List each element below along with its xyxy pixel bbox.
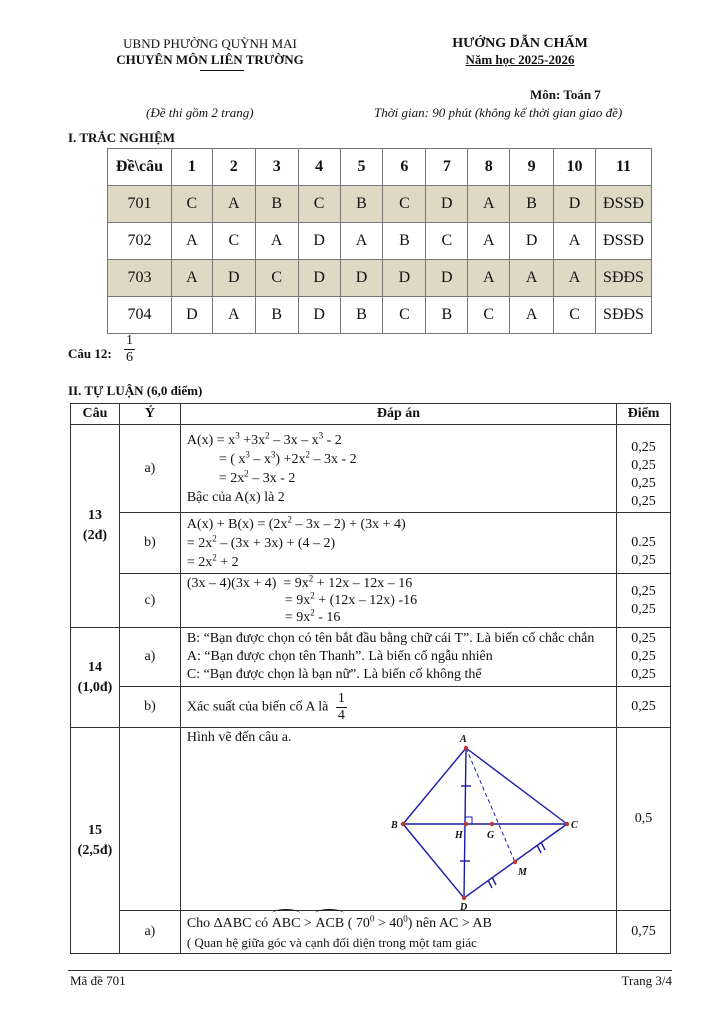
mc-row — [108, 260, 652, 297]
q13c-line: = $9x^2 + (12x - 12x)$ -16 — [284, 590, 418, 608]
q14a-line: A: “Bạn được chọn tên Thanh”. Là biến cố ngẫu nhiên — [186, 649, 493, 664]
point-d — [462, 896, 466, 900]
segment-ab — [403, 748, 466, 824]
footer-rule — [68, 970, 672, 971]
q13a-line: $A(x) = x^3 +3x^2 - 3x - x^3 - 2$ — [186, 429, 342, 448]
mc-cell: A — [468, 223, 510, 260]
triangle-figure — [181, 728, 618, 910]
point-b — [401, 822, 405, 826]
mc-cell: C — [255, 260, 298, 297]
tick-dm-2 — [492, 877, 496, 885]
q14b-points: 0,25 — [617, 687, 671, 728]
points-value: 0.25 — [631, 534, 656, 550]
q13b-line: $A(x) + B(x) = (2x^2 - 3x - 2) + (3x + 4)$ — [186, 513, 406, 532]
q15-number: 15 — [87, 822, 102, 838]
q12-label: Câu 12: — [68, 346, 112, 361]
col-y: Ý — [119, 404, 180, 425]
label-a: A — [459, 734, 467, 745]
points-value: 0,25 — [631, 476, 656, 491]
time-note: Thời gian: 90 phút (không kể thời gian giao đề) — [374, 105, 623, 120]
points-value: 0,25 — [631, 458, 656, 473]
q14a-line: C: “Bạn được chọn là bạn nữ”. Là biến cố không thể — [186, 667, 482, 682]
mc-cell: D — [298, 297, 340, 334]
tick-mc-1 — [537, 845, 541, 853]
points-value: 0,25 — [631, 440, 656, 455]
mc-header-cell: 7 — [426, 149, 468, 186]
q13b-row — [71, 513, 671, 574]
mc-cell: C — [212, 223, 255, 260]
mc-cell: A — [255, 223, 298, 260]
part2-title: II. TỰ LUẬN (6,0 điểm) — [68, 383, 203, 398]
q13a-line: = ( $x^3 - x^3) +2x^2 - 3x - 2$ — [218, 448, 357, 467]
q14-number: 14 — [87, 659, 102, 675]
mc-cell: C — [554, 297, 596, 334]
multiple-choice-table — [107, 148, 652, 334]
point-a — [464, 746, 468, 750]
mc-row — [108, 186, 652, 223]
mc-cell: D — [510, 223, 554, 260]
q13a-line: Bậc của A(x) là 2 — [186, 489, 285, 505]
mc-cell: A — [554, 223, 596, 260]
mc-cell: 704 — [108, 297, 172, 334]
q12-fraction — [124, 333, 135, 366]
mc-cell: SĐĐS — [596, 297, 652, 334]
col-diem: Điểm — [617, 404, 671, 425]
q14a-points — [617, 628, 671, 687]
issuer-name: CHUYÊN MÔN LIÊN TRƯỜNG — [116, 52, 304, 67]
mc-row — [108, 297, 652, 334]
points-value: 0,25 — [631, 494, 656, 509]
q15-label-cell — [71, 728, 120, 954]
q13c-answer — [180, 574, 616, 628]
mc-cell: 702 — [108, 223, 172, 260]
q12-denominator: 6 — [126, 350, 133, 365]
mc-cell: C — [468, 297, 510, 334]
q13-points: (2đ) — [82, 528, 108, 543]
segment-ac — [466, 748, 567, 824]
mc-cell: A — [171, 260, 212, 297]
points-value: 0,25 — [631, 631, 656, 646]
q13a-label: a) — [119, 425, 180, 513]
mc-header-cell: 10 — [554, 149, 596, 186]
q15-figure-row — [71, 728, 671, 911]
mc-cell: B — [426, 297, 468, 334]
q14b-text: Xác suất của biến cố A là — [186, 699, 329, 715]
figure-lines — [403, 748, 567, 898]
tick-dm-1 — [488, 880, 492, 888]
mc-cell: B — [510, 186, 554, 223]
mc-header-cell: 11 — [596, 149, 652, 186]
q13a-line: = $2x^2 - 3x - 2$ — [218, 467, 296, 486]
pages-note: (Đề thi gồm 2 trang) — [146, 105, 254, 120]
point-h — [464, 822, 468, 826]
q14a-answer — [180, 628, 616, 687]
q15a-line: Cho ΔABC có ABC > ACB ( $70^0 > 40^0$) nên AC > AB — [186, 913, 492, 931]
mc-cell: D — [383, 260, 426, 297]
q13b-line: = $2x^2 + 2$ — [186, 551, 239, 570]
points-value: 0,25 — [631, 583, 656, 599]
subject-line: Môn: Toán 7 — [530, 87, 601, 102]
mc-cell: B — [255, 186, 298, 223]
q15-figure-sub-cell — [119, 728, 180, 911]
label-m: M — [517, 867, 527, 878]
q13b-line: = $2x^2 - (3x + 3x) + (4 - 2)$ — [186, 532, 336, 551]
q15-points: (2,5đ) — [77, 842, 113, 858]
q14b-row — [71, 687, 671, 728]
mc-cell: D — [426, 186, 468, 223]
issuer-line-2 — [80, 52, 340, 68]
q15a-points: 0,75 — [617, 911, 671, 954]
q15a-answer — [180, 911, 616, 954]
mc-cell: D — [212, 260, 255, 297]
mc-cell: SĐĐS — [596, 260, 652, 297]
q13a-row — [71, 425, 671, 513]
mc-header-cell: 4 — [298, 149, 340, 186]
doc-title: HƯỚNG DẪN CHẤM — [452, 36, 588, 51]
q13c-row — [71, 574, 671, 628]
mc-cell: D — [298, 260, 340, 297]
point-c — [565, 822, 569, 826]
issuer-line-1: UBND PHƯỜNG QUỲNH MAI — [123, 36, 297, 51]
mc-row — [108, 223, 652, 260]
mc-cell: B — [340, 186, 383, 223]
q13b-points — [617, 513, 671, 574]
points-value: 0,25 — [631, 649, 656, 664]
mc-cell: A — [510, 297, 554, 334]
mc-cell: D — [554, 186, 596, 223]
mc-cell: D — [426, 260, 468, 297]
median-am — [466, 748, 515, 862]
points-value: 0,25 — [631, 667, 656, 682]
mc-header-cell: 3 — [255, 149, 298, 186]
q13-label-cell — [71, 425, 120, 628]
points-value: 0,25 — [631, 552, 656, 568]
mc-header-cell: 8 — [468, 149, 510, 186]
q14-label-cell — [71, 628, 120, 728]
q13b-answer — [180, 513, 616, 574]
mc-header-row — [108, 149, 652, 186]
mc-header-cell: 1 — [171, 149, 212, 186]
issuer-block — [80, 36, 340, 68]
mc-cell: D — [171, 297, 212, 334]
part1-title: I. TRẮC NGHIỆM — [68, 130, 176, 145]
mc-cell: C — [383, 297, 426, 334]
footer-code: Mã đề 701 — [70, 973, 126, 988]
essay-table — [70, 403, 671, 954]
q13-number: 13 — [87, 508, 102, 523]
points-value: 0,25 — [631, 601, 656, 617]
mc-cell: A — [212, 186, 255, 223]
point-g — [490, 822, 494, 826]
q15a-label: a) — [119, 911, 180, 954]
q14b-answer — [180, 687, 616, 728]
mc-cell: A — [510, 260, 554, 297]
mc-cell: D — [340, 260, 383, 297]
mc-cell: A — [468, 186, 510, 223]
mc-cell: C — [298, 186, 340, 223]
q13a-answer — [180, 425, 616, 513]
mc-header-cell: Đề\câu — [108, 149, 172, 186]
mc-cell: B — [383, 223, 426, 260]
mc-cell: B — [255, 297, 298, 334]
mc-cell: 703 — [108, 260, 172, 297]
label-g: G — [486, 830, 495, 841]
tick-mc-2 — [541, 842, 545, 850]
mc-cell: D — [298, 223, 340, 260]
q14b-label: b) — [119, 687, 180, 728]
mc-cell: C — [426, 223, 468, 260]
mc-header-cell: 5 — [340, 149, 383, 186]
q14a-label: a) — [119, 628, 180, 687]
mc-cell: A — [171, 223, 212, 260]
q15-figure-cell — [180, 728, 616, 911]
mc-header-cell: 9 — [510, 149, 554, 186]
q13c-line: $(3x - 4)(3x + 4) = 9x^2 + 12x - 12x - 16$ — [186, 573, 413, 591]
q13b-label: b) — [119, 513, 180, 574]
col-dap-an: Đáp án — [180, 404, 616, 425]
q13c-line: = $9x^2 - 16$ — [284, 607, 341, 625]
label-d: D — [459, 902, 468, 910]
q14-points: (1,0đ) — [77, 679, 113, 695]
q14b-numerator: 1 — [337, 690, 345, 706]
q15-figure-points: 0,5 — [617, 728, 671, 911]
essay-header-row — [71, 404, 671, 425]
mc-cell: A — [554, 260, 596, 297]
q13c-points — [617, 574, 671, 628]
school-year: Năm học 2025-2026 — [465, 52, 575, 67]
mc-cell: A — [212, 297, 255, 334]
mc-cell: B — [340, 297, 383, 334]
col-cau: Câu — [71, 404, 120, 425]
doc-title-block — [420, 36, 620, 68]
q14b-fraction — [336, 691, 347, 724]
mc-cell: 701 — [108, 186, 172, 223]
q14b-denominator: 4 — [337, 707, 345, 723]
mc-cell: ĐSSĐ — [596, 223, 652, 260]
q15a-row — [71, 911, 671, 954]
label-h: H — [454, 830, 463, 841]
mc-header-cell: 6 — [383, 149, 426, 186]
q14a-line: B: “Bạn được chọn có tên bắt đầu bằng chữ cái T”. Là biến cố chắc chắn — [186, 631, 595, 646]
mc-header-cell: 2 — [212, 149, 255, 186]
q15a-line: ( Quan hệ giữa góc và cạnh đối diện trong một tam giác — [186, 935, 477, 950]
mc-cell: ĐSSĐ — [596, 186, 652, 223]
issuer-underline — [200, 70, 244, 71]
point-m — [513, 860, 517, 864]
label-b: B — [390, 820, 398, 831]
q13a-points — [617, 425, 671, 513]
mc-cell: C — [383, 186, 426, 223]
q14a-row — [71, 628, 671, 687]
mc-cell: A — [468, 260, 510, 297]
footer-page: Trang 3/4 — [621, 973, 672, 988]
mc-cell: A — [340, 223, 383, 260]
q12-numerator: 1 — [126, 333, 133, 348]
q15-figure-text: Hình vẽ đến câu a. — [186, 730, 292, 745]
label-c: C — [570, 820, 578, 831]
figure-points — [401, 746, 569, 900]
mc-cell: C — [171, 186, 212, 223]
q13c-label: c) — [119, 574, 180, 628]
